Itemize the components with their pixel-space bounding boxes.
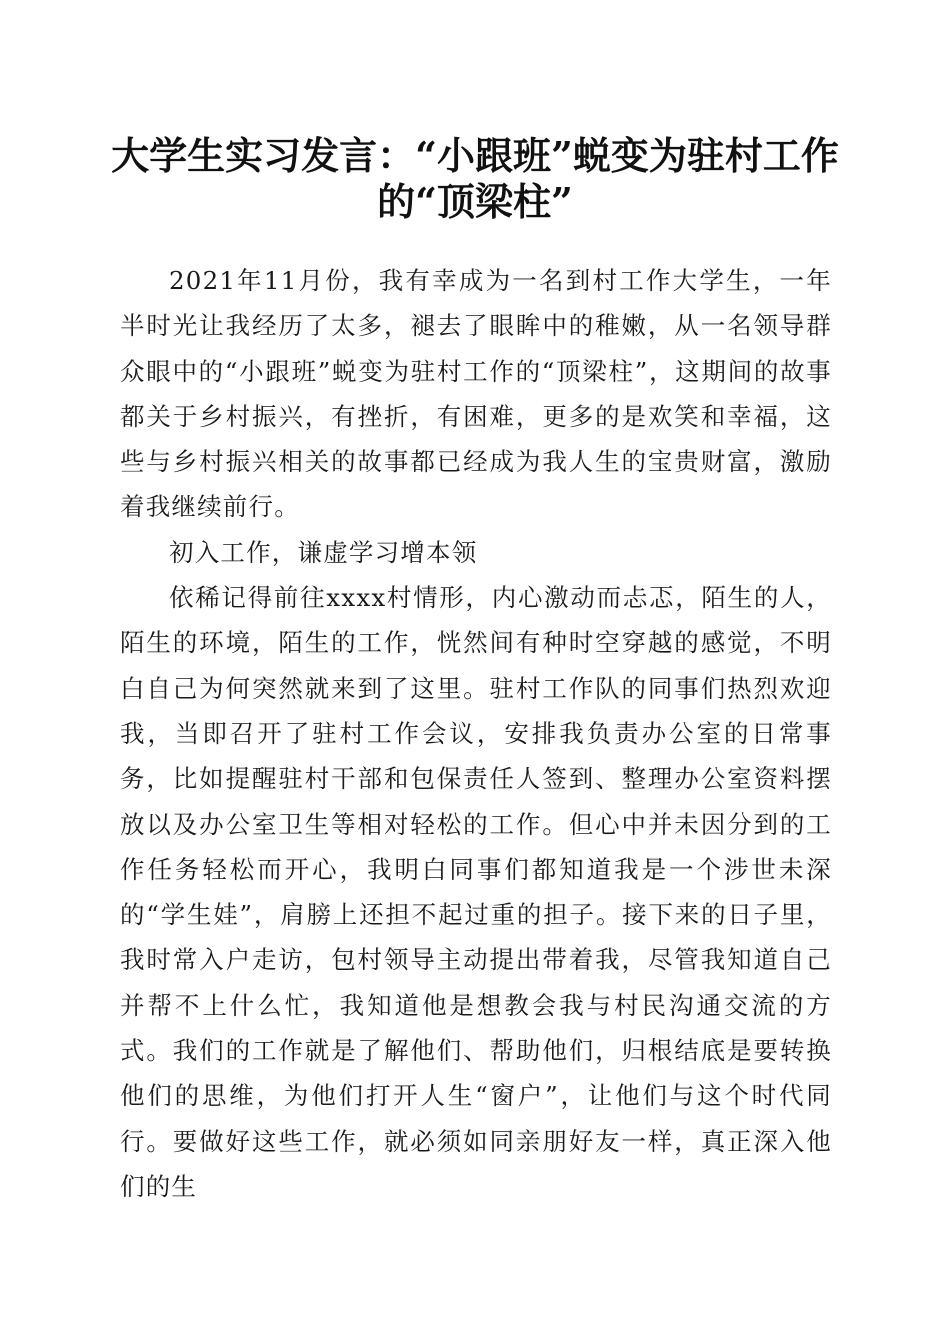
document-title: 大学生实习发言：“小跟班”蜕变为驻村工作的“顶梁柱” (111, 133, 839, 224)
section-heading: 初入工作，谦虚学习增本领 (169, 537, 478, 567)
document-body (120, 258, 832, 1209)
body-paragraph: 依稀记得前往xxxx村情形，内心激动而忐忑，陌生的人，陌生的环境，陌生的工作，恍然间有种时空穿越的感觉，不明白自己为何突然就来到了这里。驻村工作队的同事们热烈欢迎我，当即召开了驻村工作会议，安排我负责办公室的日常事务，比如提醒驻村干部和包保责任人签到、整理办公室资料摆放以及办公室卫生等相对轻松的工作。但心中并未因分到的工作任务轻松而开心，我明白同事们都知道我是一个涉世未深的“学生娃”，肩膀上还担不起过重的担子。接下来的日子里，我时常入户走访，包村领导主动提出带着我，尽管我知道自己并帮不上什么忙，我知道他是想教会我与村民沟通交流的方式。我们的工作就是了解他们、帮助他们，归根结底是要转换他们的思维，为他们打开人生“窗户”，让他们与这个时代同行。要做好这些工作，就必须如同亲朋好友一样，真正深入他们的生 (120, 583, 832, 1201)
intro-paragraph: 2021年11月份，我有幸成为一名到村工作大学生，一年半时光让我经历了太多，褪去了眼眸中的稚嫩，从一名领导群众眼中的“小跟班”蜕变为驻村工作的“顶梁柱”，这期间的故事都关于乡村振兴，有挫折，有困难，更多的是欢笑和幸福，这些与乡村振兴相关的故事都已经成为我人生的宝贵财富，激励着我继续前行。 (120, 266, 832, 522)
